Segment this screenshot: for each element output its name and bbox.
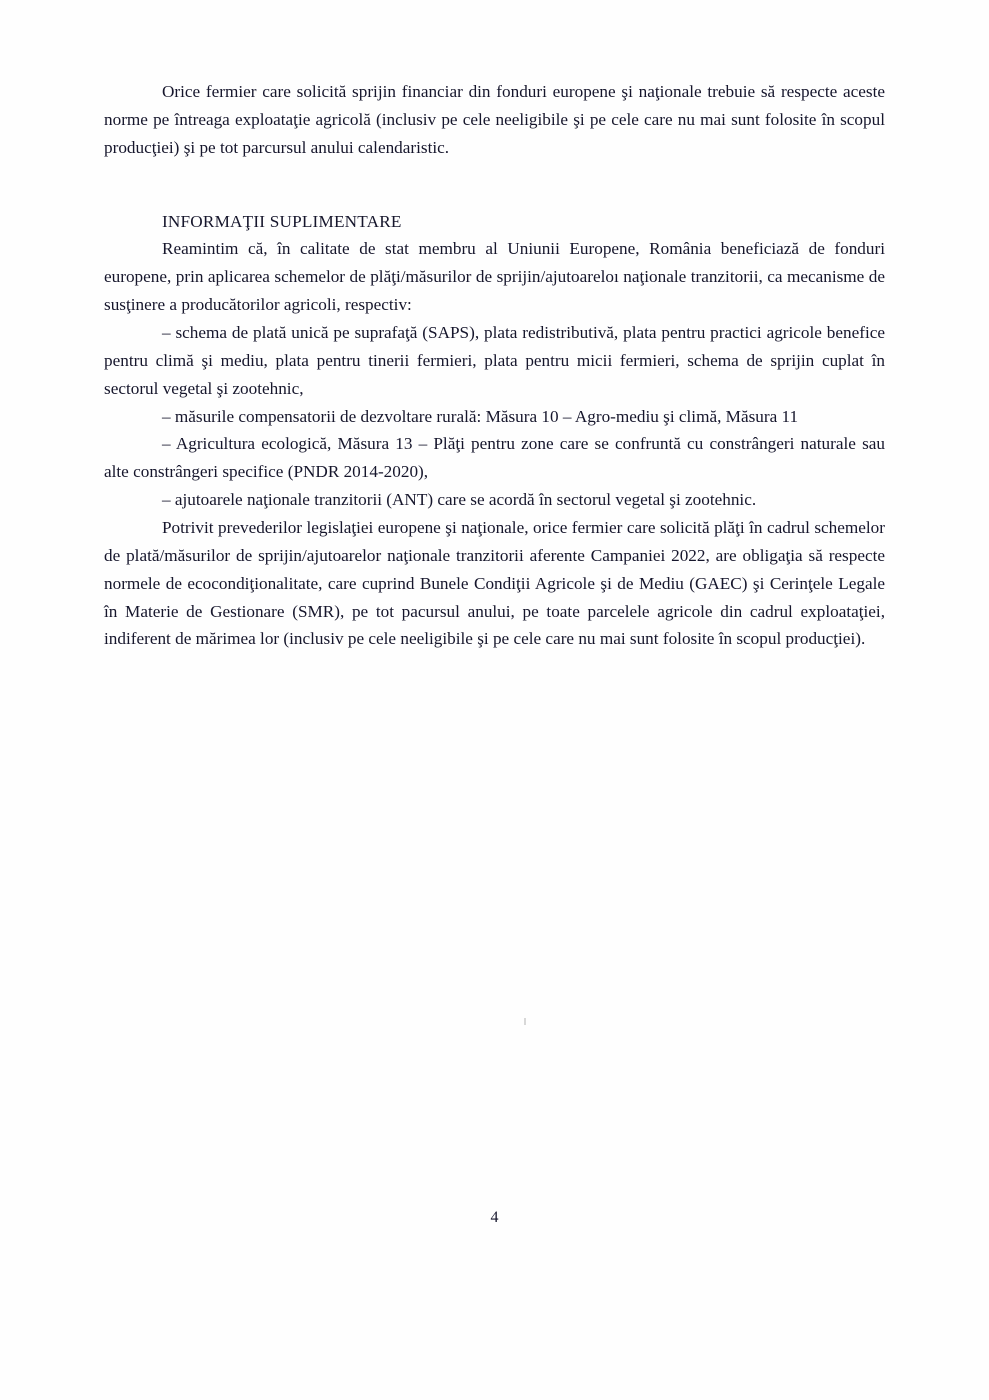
paragraph-saps: – schema de plată unică pe suprafaţă (SAPS), plata redistributivă, plata pentru practici agricole benefice pentru climă şi mediu, plata pentru tinerii fermieri, plata pentru micii fermieri, schema de sprijin cuplat în sectorul vegetal şi zootehnic,	[104, 323, 885, 398]
paragraph-agricultura-ecologica: – Agricultura ecologică, Măsura 13 – Plăţi pentru zone care se confruntă cu constrângeri naturale sau alte constrângeri specifice (PNDR 2014-2020),	[104, 434, 885, 482]
section-spacer	[104, 162, 885, 208]
document-body	[104, 78, 885, 653]
paragraph-reamintim: Reamintim că, în calitate de stat membru al Uniunii Europene, România beneficiază de fonduri europene, prin aplicarea schemelor de plăţi/măsurilor de sprijin/ajutoareloı naţionale tranzitorii, ca mecanisme de susţinere a producătorilor agricoli, respectiv:	[104, 239, 885, 315]
paragraph-masuri-compensatorii: – măsurile compensatorii de dezvoltare rurală: Măsura 10 – Agro-mediu şi climă, Măsura 11	[162, 406, 799, 426]
page-number: 4	[490, 1209, 499, 1226]
page-speck	[524, 1018, 526, 1025]
paragraph-intro: Orice fermier care solicită sprijin financiar din fonduri europene şi naţionale trebuie să respecte aceste norme pe întreaga exploataţie agricolă (inclusiv pe cele neeligibile şi pe cele care nu mai sunt folosite în scopul producţiei) şi pe tot parcursul anului calendaristic.	[104, 82, 885, 157]
section-heading-informatii-suplimentare: INFORMAŢII SUPLIMENTARE	[162, 211, 402, 231]
paragraph-potrivit-prevederilor: Potrivit prevederilor legislaţiei europene şi naţionale, orice fermier care solicită plăţi în cadrul schemelor de plată/măsurilor de sprijin/ajutoarelor naţionale tranzitorii aferente Campaniei 2022, are obligaţia să respecte normele de ecocondiţionalitate, care cuprind Bunele Condiţii Agricole şi de Mediu (GAEC) şi Cerinţele Legale în Materie de Gestionare (SMR), pe tot pacursul anului, pe toate parcelele agricole din cadrul exploataţiei, indiferent de mărimea lor (inclusiv pe cele neeligibile şi pe cele care nu mai sunt folosite în scopul producţiei).	[104, 518, 885, 649]
paragraph-ajutoare-nationale: – ajutoarele naţionale tranzitorii (ANT) care se acordă în sectorul vegetal şi zootehnic.	[162, 490, 757, 510]
